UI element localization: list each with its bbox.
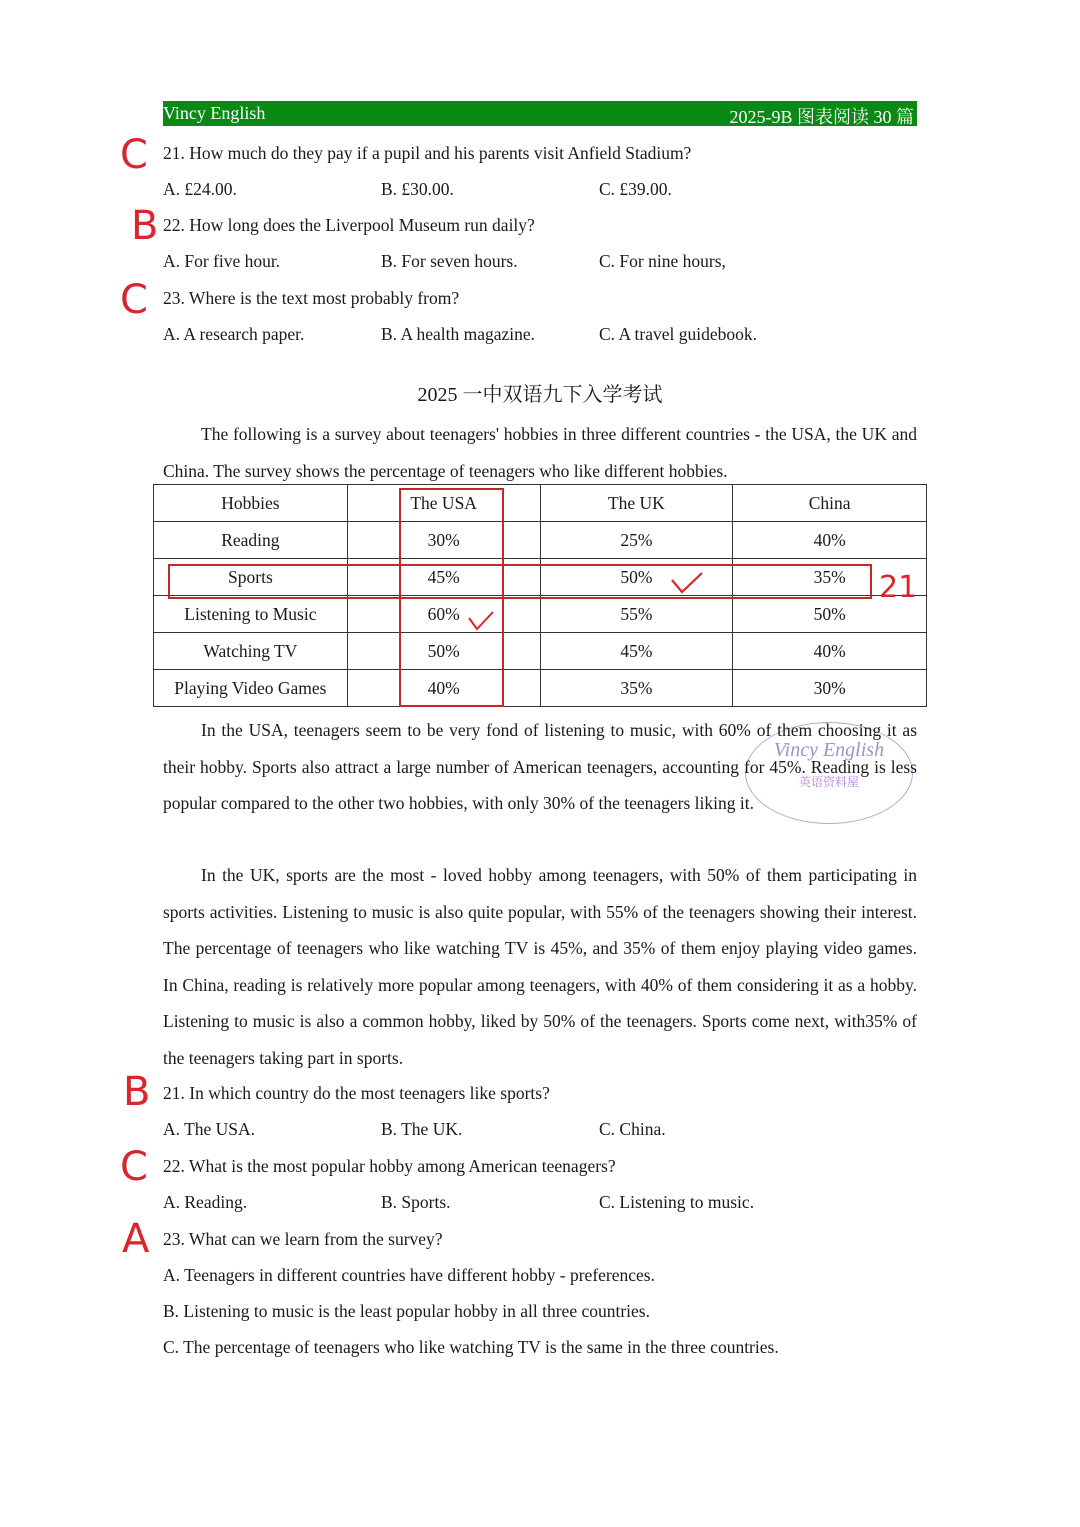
answer-mark-s2-q23: A <box>122 1216 150 1262</box>
answer-mark-s1-q21: C <box>120 132 148 178</box>
table-header-cell: Hobbies <box>154 485 348 522</box>
s1-q22-option-c: C. For nine hours, <box>599 251 726 271</box>
s1-q22-option-b: B. For seven hours. <box>381 251 518 271</box>
s1-q21-stem: 21. How much do they pay if a pupil and his parents visit Anfield Stadium? <box>163 143 692 163</box>
table-row <box>154 596 927 633</box>
s1-q22-option-a: A. For five hour. <box>163 251 281 271</box>
checkmark-icon <box>670 570 704 596</box>
table-cell: 30% <box>733 670 927 707</box>
answer-mark-s2-q21: B <box>123 1069 151 1115</box>
table-cell: 40% <box>733 522 927 559</box>
table-cell: 40% <box>347 670 540 707</box>
s2-q21-option-a: A. The USA. <box>163 1119 256 1139</box>
table-cell: Listening to Music <box>154 596 348 633</box>
table-cell: Playing Video Games <box>154 670 348 707</box>
table-cell: 40% <box>733 633 927 670</box>
watermark-line1: Vincy English <box>773 739 885 761</box>
s1-q23-option-a: A. A research paper. <box>163 324 305 344</box>
checkmark-icon <box>467 610 495 632</box>
s2-q21-stem: 21. In which country do the most teenagers like sports? <box>163 1083 550 1103</box>
answer-mark-s2-q22: C <box>120 1144 148 1190</box>
body-paragraph-1: In the USA, teenagers seem to be very fond of listening to music, with 60% of them choosing it as their hobby. Sports also attract a large number of American teenagers, accounting for 45%. Reading is less popular compared to the other two hobbies, with only 30% of the teenagers liking it. <box>163 720 917 813</box>
table-cell: 45% <box>540 633 733 670</box>
table-cell: 50% <box>347 633 540 670</box>
header-bar <box>163 101 917 126</box>
annotation-21: 21 <box>879 570 918 605</box>
table-row <box>154 633 927 670</box>
s1-q21-option-c: C. £39.00. <box>599 179 672 199</box>
header-right: 2025-9B 图表阅读 30 篇 <box>729 107 914 127</box>
table-cell: 25% <box>540 522 733 559</box>
s2-q23-stem: 23. What can we learn from the survey? <box>163 1229 443 1249</box>
s1-q21-option-a: A. £24.00. <box>163 179 237 199</box>
table-header-cell: The UK <box>540 485 733 522</box>
table-header-cell: China <box>733 485 927 522</box>
s2-q21-option-b: B. The UK. <box>381 1119 463 1139</box>
table-cell: 30% <box>347 522 540 559</box>
s2-q21-option-c: C. China. <box>599 1119 666 1139</box>
s2-q22-option-a: A. Reading. <box>163 1192 248 1212</box>
s1-q23-option-c: C. A travel guidebook. <box>599 324 757 344</box>
table-cell: 45% <box>347 559 540 596</box>
s2-q22-stem: 22. What is the most popular hobby among American teenagers? <box>163 1156 616 1176</box>
s2-q23-option-c: C. The percentage of teenagers who like watching TV is the same in the three countries. <box>163 1337 779 1357</box>
table-cell: 50% <box>733 596 927 633</box>
answer-mark-s1-q22: B <box>131 203 159 249</box>
table-cell: 35% <box>540 670 733 707</box>
table-row <box>154 522 927 559</box>
sports-row-highlight <box>168 564 872 599</box>
intro-paragraph: The following is a survey about teenagers' hobbies in three different countries - the USA, the UK and China. The survey shows the percentage of teenagers who like different hobbies. <box>163 424 917 481</box>
section-title: 2025 一中双语九下入学考试 <box>417 384 663 406</box>
s2-q22-option-b: B. Sports. <box>381 1192 451 1212</box>
s1-q22-stem: 22. How long does the Liverpool Museum run daily? <box>163 215 535 235</box>
table-cell: 35% <box>733 559 927 596</box>
s1-q23-stem: 23. Where is the text most probably from? <box>163 288 460 308</box>
table-row <box>154 670 927 707</box>
table-cell: Watching TV <box>154 633 348 670</box>
s1-q23-option-b: B. A health magazine. <box>381 324 536 344</box>
table-cell: Reading <box>154 522 348 559</box>
s2-q23-option-b: B. Listening to music is the least popular hobby in all three countries. <box>163 1301 650 1321</box>
table-cell: 50% <box>540 559 733 596</box>
watermark-line2: 英语资料屋 <box>798 775 859 789</box>
table-header-row <box>154 485 927 522</box>
table-cell: 55% <box>540 596 733 633</box>
s2-q22-option-c: C. Listening to music. <box>599 1192 755 1212</box>
table-cell: Sports <box>154 559 348 596</box>
header-left: Vincy English <box>163 103 266 123</box>
body-paragraph-2: In the UK, sports are the most - loved hobby among teenagers, with 50% of them participating in sports activities. Listening to music is also quite popular, with 55% of the teenagers showing their interest. The percentage of teenagers who like watching TV is 45%, and 35% of them enjoy playing video games. In China, reading is relatively more popular among teenagers, with 40% of them considering it as a hobby. Listening to music is also a common hobby, liked by 50% of the teenagers. Sports come next, with35% of the teenagers taking part in sports. <box>163 865 917 1068</box>
s2-q23-option-a: A. Teenagers in different countries have different hobby - preferences. <box>163 1265 655 1285</box>
answer-mark-s1-q23: C <box>120 277 148 323</box>
s1-q21-option-b: B. £30.00. <box>381 179 454 199</box>
table-cell: 60% <box>347 596 540 633</box>
table-header-cell: The USA <box>347 485 540 522</box>
